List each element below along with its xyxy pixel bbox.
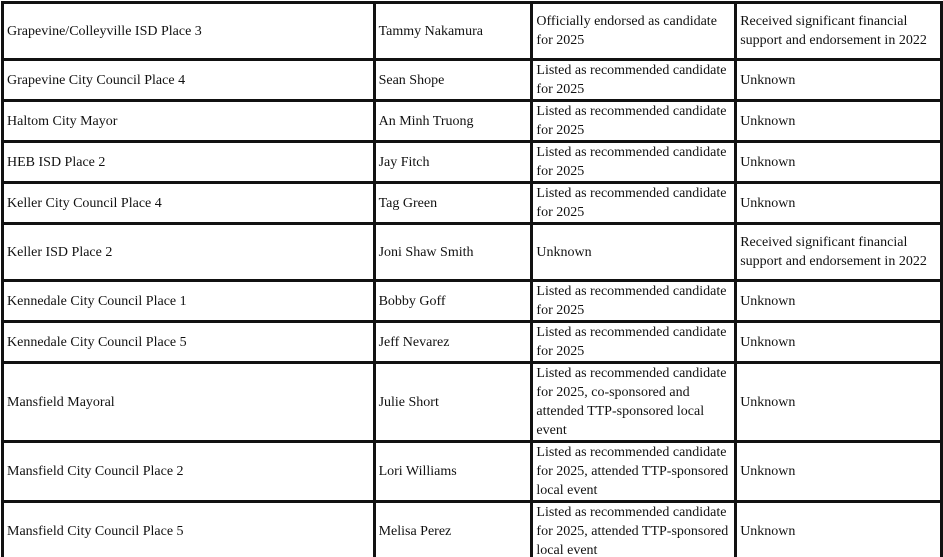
candidate-cell: Sean Shope bbox=[374, 60, 532, 101]
table-row bbox=[3, 363, 942, 442]
candidate-cell: Tammy Nakamura bbox=[374, 3, 532, 60]
race-cell: Keller City Council Place 4 bbox=[3, 183, 375, 224]
race-cell: Mansfield City Council Place 5 bbox=[3, 502, 375, 557]
table-row bbox=[3, 142, 942, 183]
table-row bbox=[3, 3, 942, 60]
candidate-table bbox=[1, 1, 943, 557]
status-2022-cell: Unknown bbox=[736, 183, 942, 224]
table-row bbox=[3, 101, 942, 142]
race-cell: Grapevine/Colleyville ISD Place 3 bbox=[3, 3, 375, 60]
candidate-cell: Julie Short bbox=[374, 363, 532, 442]
status-2025-cell: Listed as recommended candidate for 2025 bbox=[532, 60, 736, 101]
table-row bbox=[3, 60, 942, 101]
status-2022-cell: Unknown bbox=[736, 101, 942, 142]
status-2025-cell: Listed as recommended candidate for 2025, attended TTP-sponsored local event bbox=[532, 502, 736, 557]
status-2025-cell: Listed as recommended candidate for 2025 bbox=[532, 281, 736, 322]
status-2022-cell: Unknown bbox=[736, 281, 942, 322]
status-2025-cell: Listed as recommended candidate for 2025 bbox=[532, 322, 736, 363]
status-2022-cell: Received significant financial support and endorsement in 2022 bbox=[736, 3, 942, 60]
candidate-cell: Jay Fitch bbox=[374, 142, 532, 183]
candidate-cell: Joni Shaw Smith bbox=[374, 224, 532, 281]
race-cell: Haltom City Mayor bbox=[3, 101, 375, 142]
table-row bbox=[3, 322, 942, 363]
status-2022-cell: Unknown bbox=[736, 502, 942, 557]
table-row bbox=[3, 502, 942, 557]
status-2022-cell: Unknown bbox=[736, 363, 942, 442]
race-cell: Keller ISD Place 2 bbox=[3, 224, 375, 281]
status-2025-cell: Listed as recommended candidate for 2025 bbox=[532, 183, 736, 224]
candidate-cell: Tag Green bbox=[374, 183, 532, 224]
candidate-table-body bbox=[3, 3, 942, 557]
table-row bbox=[3, 442, 942, 502]
table-row bbox=[3, 183, 942, 224]
status-2025-cell: Listed as recommended candidate for 2025, co-sponsored and attended TTP-sponsored local event bbox=[532, 363, 736, 442]
candidate-cell: An Minh Truong bbox=[374, 101, 532, 142]
race-cell: Grapevine City Council Place 4 bbox=[3, 60, 375, 101]
status-2022-cell: Unknown bbox=[736, 60, 942, 101]
candidate-cell: Melisa Perez bbox=[374, 502, 532, 557]
race-cell: Kennedale City Council Place 5 bbox=[3, 322, 375, 363]
status-2025-cell: Listed as recommended candidate for 2025 bbox=[532, 142, 736, 183]
candidate-cell: Jeff Nevarez bbox=[374, 322, 532, 363]
status-2025-cell: Listed as recommended candidate for 2025 bbox=[532, 101, 736, 142]
status-2025-cell: Listed as recommended candidate for 2025, attended TTP-sponsored local event bbox=[532, 442, 736, 502]
table-row bbox=[3, 224, 942, 281]
race-cell: Kennedale City Council Place 1 bbox=[3, 281, 375, 322]
candidate-cell: Lori Williams bbox=[374, 442, 532, 502]
status-2022-cell: Unknown bbox=[736, 322, 942, 363]
status-2025-cell: Officially endorsed as candidate for 2025 bbox=[532, 3, 736, 60]
race-cell: Mansfield City Council Place 2 bbox=[3, 442, 375, 502]
table-row bbox=[3, 281, 942, 322]
status-2022-cell: Unknown bbox=[736, 142, 942, 183]
status-2022-cell: Received significant financial support and endorsement in 2022 bbox=[736, 224, 942, 281]
status-2022-cell: Unknown bbox=[736, 442, 942, 502]
candidate-cell: Bobby Goff bbox=[374, 281, 532, 322]
status-2025-cell: Unknown bbox=[532, 224, 736, 281]
race-cell: Mansfield Mayoral bbox=[3, 363, 375, 442]
race-cell: HEB ISD Place 2 bbox=[3, 142, 375, 183]
